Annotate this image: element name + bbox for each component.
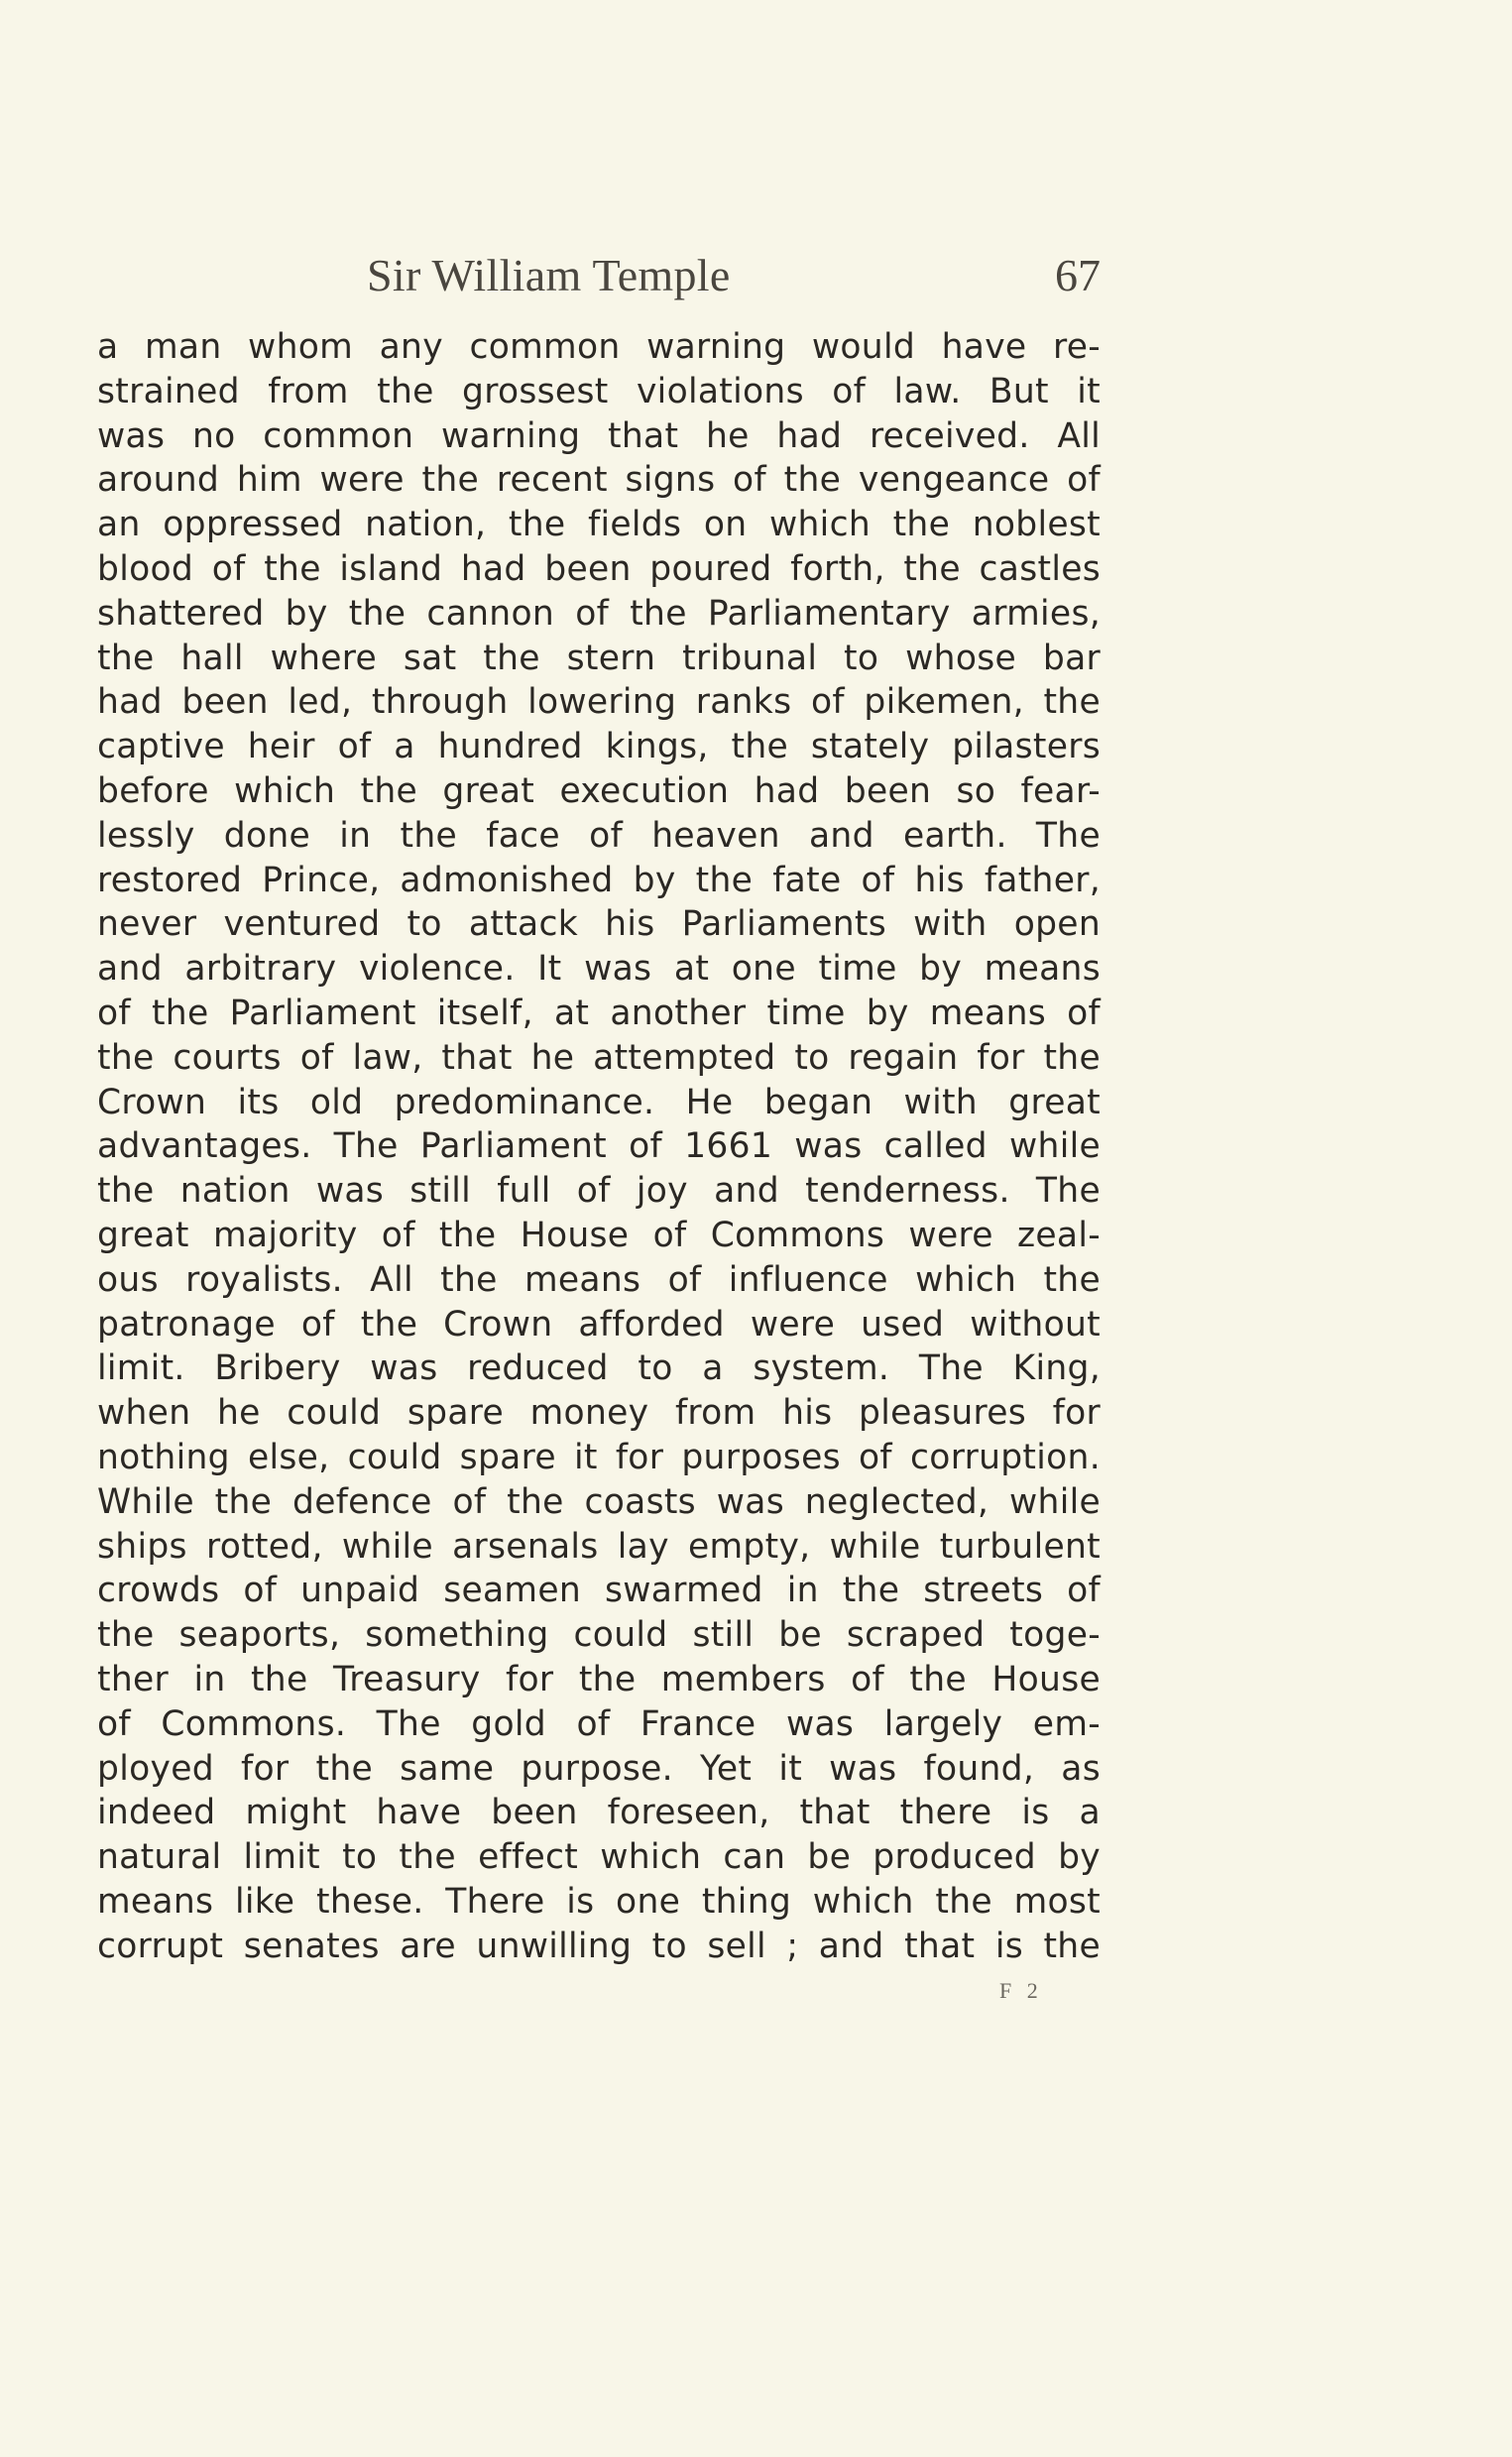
text-line: lessly done in the face of heaven and earth. The (97, 815, 1101, 856)
text-line: advantages. The Parliament of 1661 was called while (97, 1126, 1101, 1167)
text-line: natural limit to the effect which can be produced by (97, 1837, 1101, 1878)
text-line: indeed might have been foreseen, that there is a (97, 1793, 1101, 1833)
text-line: of Commons. The gold of France was largely em- (97, 1703, 1101, 1744)
body-paragraph (97, 325, 1101, 1968)
text-line: the hall where sat the stern tribunal to whose bar (97, 638, 1101, 678)
text-line: an oppressed nation, the fields on which the noblest (97, 505, 1101, 545)
text-line: shattered by the cannon of the Parliamentary armies, (97, 593, 1101, 634)
text-line: the seaports, something could still be scraped toge- (97, 1615, 1101, 1656)
page-number: 67 (1055, 250, 1101, 300)
text-line: strained from the grossest violations of law. But it (97, 371, 1101, 411)
text-line: Crown its old predominance. He began with great (97, 1082, 1101, 1122)
text-line: ships rotted, while arsenals lay empty, while turbulent (97, 1526, 1101, 1567)
text-line: patronage of the Crown afforded were used without (97, 1304, 1101, 1345)
text-line: ous royalists. All the means of influence which the (97, 1259, 1101, 1300)
text-line: means like these. There is one thing which the most (97, 1881, 1101, 1922)
text-line: was no common warning that he had received. All (97, 415, 1101, 456)
text-line: captive heir of a hundred kings, the stately pilasters (97, 727, 1101, 767)
text-line: While the defence of the coasts was neglected, while (97, 1481, 1101, 1522)
text-line: ployed for the same purpose. Yet it was found, as (97, 1748, 1101, 1789)
text-line: a man whom any common warning would have re- (97, 327, 1101, 367)
text-line: of the Parliament itself, at another time by means of (97, 993, 1101, 1033)
text-line: the nation was still full of joy and tenderness. The (97, 1171, 1101, 1212)
text-line: crowds of unpaid seamen swarmed in the streets of (97, 1571, 1101, 1611)
text-line: great majority of the House of Commons were zeal- (97, 1215, 1101, 1255)
text-line: the courts of law, that he attempted to regain for the (97, 1037, 1101, 1078)
signature-mark: F 2 (999, 1978, 1043, 2003)
text-line: had been led, through lowering ranks of pikemen, the (97, 682, 1101, 723)
running-title: Sir William Temple (367, 250, 731, 300)
text-line: corrupt senates are unwilling to sell ; and that is the (97, 1926, 1101, 1966)
text-line: blood of the island had been poured forth, the castles (97, 548, 1101, 589)
running-head (97, 241, 1101, 310)
text-line: before which the great execution had been so fear- (97, 770, 1101, 811)
text-line: around him were the recent signs of the vengeance of (97, 460, 1101, 501)
text-line: restored Prince, admonished by the fate of his father, (97, 860, 1101, 900)
text-line: never ventured to attack his Parliaments with open (97, 904, 1101, 945)
text-line: ther in the Treasury for the members of the House (97, 1659, 1101, 1699)
text-line: and arbitrary violence. It was at one time by means (97, 949, 1101, 990)
text-line: when he could spare money from his pleasures for (97, 1393, 1101, 1434)
text-line: nothing else, could spare it for purposes of corruption. (97, 1437, 1101, 1477)
text-line: limit. Bribery was reduced to a system. The King, (97, 1348, 1101, 1389)
